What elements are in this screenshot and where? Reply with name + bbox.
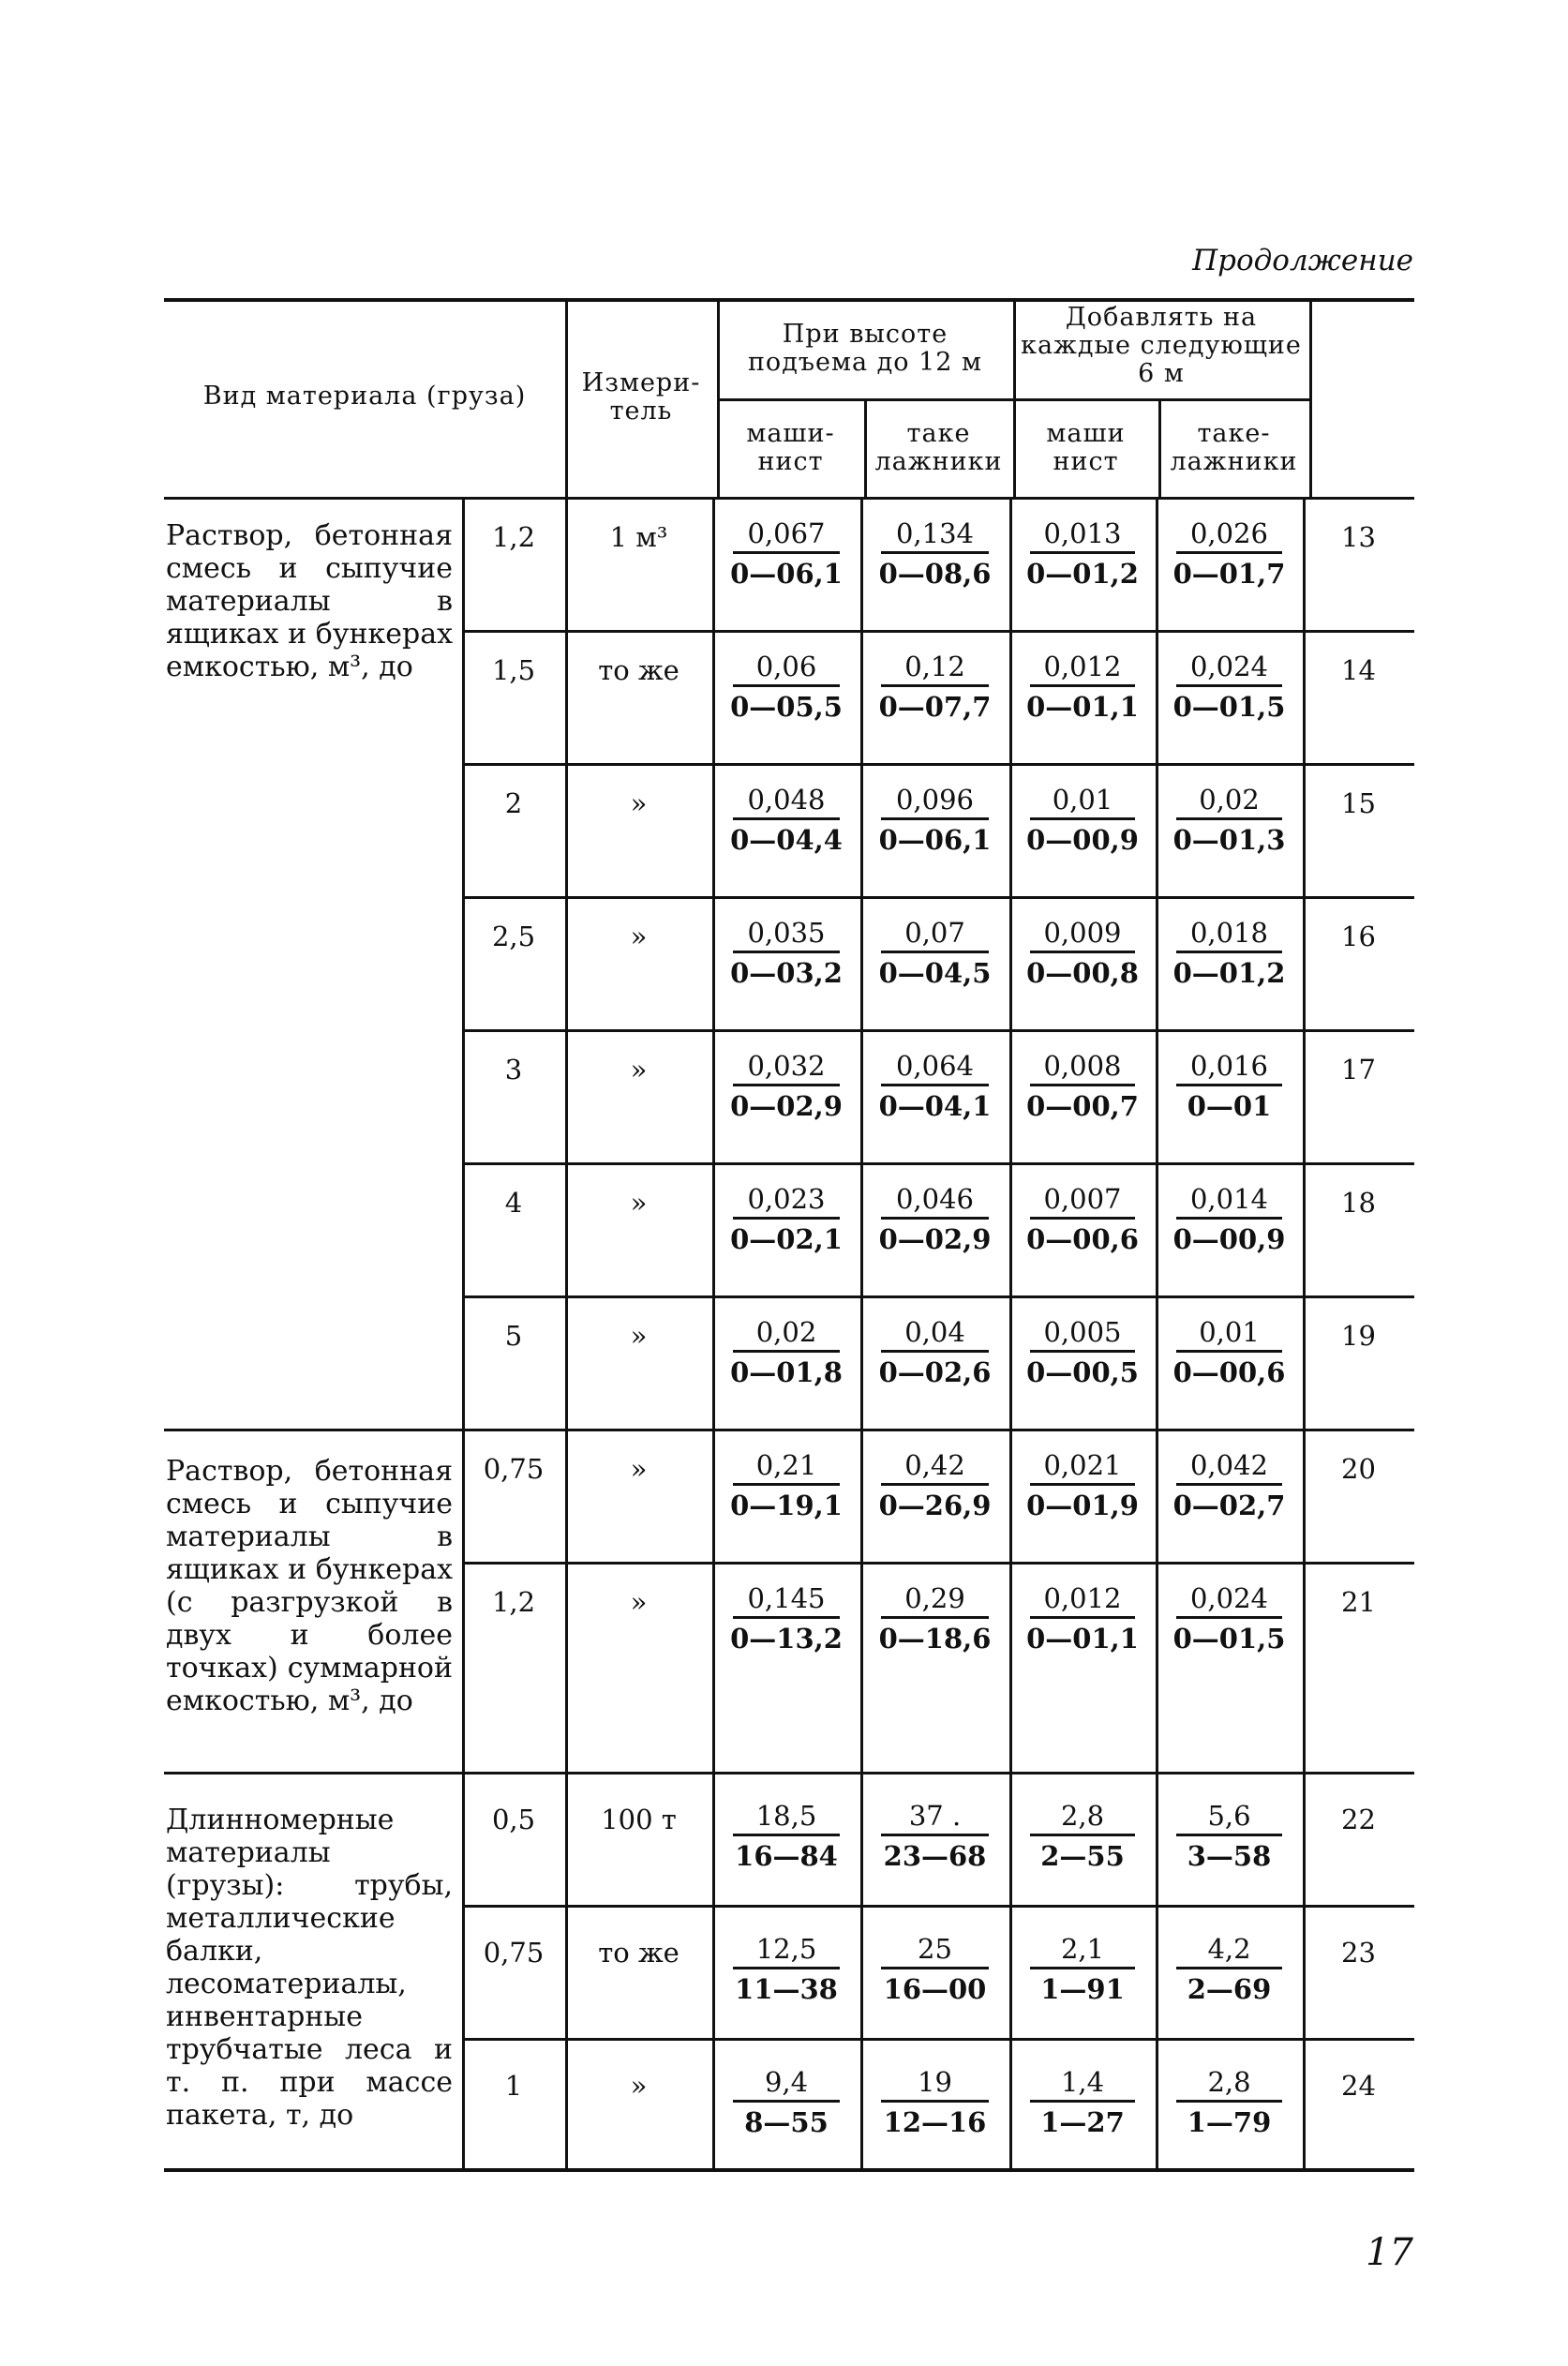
row-number: 17 (1341, 1054, 1376, 1086)
row-number: 15 (1341, 787, 1376, 819)
labor-value: 0,018 (1189, 917, 1269, 949)
norm-fraction (712, 1316, 860, 1388)
norm-fraction (860, 1933, 1009, 2005)
fraction-bar (1030, 1217, 1135, 1220)
norm-fraction (860, 2066, 1009, 2138)
labor-value: 19 (918, 2066, 952, 2098)
labor-value: 0,024 (1189, 1582, 1269, 1614)
fraction-bar (733, 817, 840, 820)
labor-value: 0,067 (747, 517, 826, 549)
cost-value: 0—02,1 (730, 1223, 843, 1255)
fraction-bar (733, 1834, 840, 1836)
labor-value: 0,024 (1189, 651, 1269, 682)
norm-fraction (1009, 651, 1156, 723)
row-separator (462, 1029, 1414, 1032)
header-rigger-add: таке- лажники (1170, 419, 1298, 476)
measure-cell: то же (598, 654, 679, 686)
fraction-bar (1030, 1967, 1135, 1969)
labor-value: 0,012 (1043, 651, 1122, 682)
row-number: 24 (1341, 2070, 1376, 2102)
labor-value: 0,016 (1189, 1050, 1269, 1082)
norms-table (164, 298, 1414, 2172)
cost-value: 0—08,6 (878, 558, 992, 590)
fraction-bar (1176, 1616, 1282, 1619)
labor-value: 0,023 (747, 1183, 826, 1215)
labor-value: 2,8 (1060, 1800, 1105, 1832)
measure-cell: » (630, 1187, 648, 1219)
fraction-bar (1176, 2100, 1282, 2103)
cost-value: 0—00,9 (1172, 1223, 1286, 1255)
labor-value: 0,07 (904, 917, 965, 949)
labor-value: 0,06 (755, 651, 817, 682)
fraction-bar (733, 551, 840, 554)
norm-fraction (860, 1050, 1009, 1122)
labor-value: 0,008 (1043, 1050, 1122, 1082)
norm-fraction (1156, 1449, 1303, 1521)
norm-fraction (1156, 2066, 1303, 2138)
labor-value: 0,032 (747, 1050, 826, 1082)
cost-value: 0—01,1 (1026, 691, 1139, 723)
fraction-bar (733, 1483, 840, 1486)
fraction-bar (1176, 551, 1282, 554)
labor-value: 37 . (908, 1800, 962, 1832)
capacity-cell: 2 (504, 787, 523, 819)
fraction-bar (881, 1483, 989, 1486)
fraction-bar (1030, 551, 1135, 554)
row-separator (462, 763, 1414, 766)
labor-value: 0,096 (895, 784, 975, 816)
material-group: Длинномерные материалы (грузы): трубы, металлические балки, лесоматериалы, инвентарные трубчатые леса и т. п. при массе пакета, т, до (166, 1804, 453, 2132)
header-material: Вид материала (груза) (202, 382, 527, 411)
fraction-bar (881, 951, 989, 953)
norm-fraction (1009, 1582, 1156, 1655)
norm-fraction (860, 651, 1009, 723)
labor-value: 0,02 (755, 1316, 817, 1348)
labor-value: 5,6 (1207, 1800, 1251, 1832)
row-number: 19 (1341, 1320, 1376, 1352)
fraction-bar (733, 684, 840, 687)
row-number: 22 (1341, 1804, 1376, 1835)
cost-value: 0—01,7 (1172, 558, 1286, 590)
fraction-bar (1176, 951, 1282, 953)
measure-cell: » (630, 1054, 648, 1086)
norm-fraction (1156, 784, 1303, 856)
cost-value: 0—01,8 (730, 1356, 843, 1388)
capacity-cell: 0,5 (491, 1804, 536, 1835)
cost-value: 0—06,1 (730, 558, 843, 590)
fraction-bar (733, 951, 840, 953)
header-measure: Измери- тель (581, 368, 701, 426)
row-separator (462, 2038, 1414, 2041)
norm-fraction (860, 1800, 1009, 1872)
measure-cell: 100 т (601, 1804, 677, 1835)
labor-value: 9,4 (764, 2066, 809, 2098)
page-number: 17 (1366, 2231, 1413, 2274)
labor-value: 4,2 (1207, 1933, 1251, 1965)
norm-fraction (1156, 651, 1303, 723)
fraction-bar (733, 1350, 840, 1353)
labor-value: 0,02 (1199, 784, 1260, 816)
norm-fraction (1009, 1183, 1156, 1255)
labor-value: 0,04 (904, 1316, 965, 1348)
cost-value: 8—55 (744, 2106, 829, 2138)
labor-value: 0,01 (1199, 1316, 1260, 1348)
fraction-bar (881, 2100, 989, 2103)
cost-value: 0—00,7 (1026, 1090, 1139, 1122)
labor-value: 0,026 (1189, 517, 1269, 549)
row-separator (462, 630, 1414, 633)
cost-value: 0—01,1 (1026, 1623, 1139, 1655)
norm-fraction (712, 1449, 860, 1521)
capacity-cell: 5 (504, 1320, 523, 1352)
fraction-bar (1030, 817, 1135, 820)
labor-value: 0,005 (1043, 1316, 1122, 1348)
cost-value: 1—91 (1040, 1973, 1125, 2005)
norm-fraction (1156, 1933, 1303, 2005)
fraction-bar (1030, 684, 1135, 687)
norm-fraction (1009, 1933, 1156, 2005)
row-number: 16 (1341, 921, 1376, 952)
cost-value: 12—16 (883, 2106, 987, 2138)
measure-cell: » (630, 1586, 648, 1618)
cost-value: 3—58 (1187, 1840, 1272, 1872)
row-number: 13 (1341, 521, 1376, 553)
row-number: 20 (1341, 1453, 1376, 1485)
row-separator (462, 1905, 1414, 1908)
capacity-cell: 0,75 (483, 1937, 545, 1969)
labor-value: 12,5 (755, 1933, 817, 1965)
row-number: 18 (1341, 1187, 1376, 1219)
header-machinist-add: маши нист (1046, 419, 1126, 476)
fraction-bar (881, 551, 989, 554)
row-separator (164, 1772, 1414, 1774)
cost-value: 0—01,2 (1172, 957, 1286, 989)
fraction-bar (881, 1967, 989, 1969)
norm-fraction (860, 1582, 1009, 1655)
labor-value: 2,8 (1207, 2066, 1251, 2098)
norm-fraction (1009, 1050, 1156, 1122)
fraction-bar (1176, 1967, 1282, 1969)
norm-fraction (1009, 2066, 1156, 2138)
capacity-cell: 1 (504, 2070, 523, 2102)
labor-value: 0,134 (895, 517, 975, 549)
row-number: 14 (1341, 654, 1376, 686)
norm-fraction (860, 1316, 1009, 1388)
norm-fraction (1009, 1316, 1156, 1388)
norm-fraction (1009, 784, 1156, 856)
cost-value: 0—01,3 (1172, 824, 1286, 856)
fraction-bar (1176, 1084, 1282, 1086)
capacity-cell: 3 (504, 1054, 523, 1086)
labor-value: 2,1 (1060, 1933, 1105, 1965)
fraction-bar (881, 1616, 989, 1619)
cost-value: 0—01,2 (1026, 558, 1139, 590)
cost-value: 0—13,2 (730, 1623, 843, 1655)
material-group: Раствор, бетонная смесь и сыпучие материалы в ящиках и бункерах (с разгрузкой в двух и более точках) суммарной емкостью, м³, до (166, 1455, 453, 1717)
labor-value: 25 (918, 1933, 952, 1965)
capacity-cell: 1,2 (491, 1586, 536, 1618)
fraction-bar (881, 1834, 989, 1836)
norm-fraction (860, 517, 1009, 590)
norm-fraction (1156, 1582, 1303, 1655)
labor-value: 0,012 (1043, 1582, 1122, 1614)
measure-cell: » (630, 787, 648, 819)
fraction-bar (733, 1616, 840, 1619)
fraction-bar (1176, 1350, 1282, 1353)
labor-value: 0,042 (1189, 1449, 1269, 1481)
cost-value: 0—01,5 (1172, 691, 1286, 723)
norm-fraction (1009, 917, 1156, 989)
norm-fraction (712, 2066, 860, 2138)
table-bottom-rule (164, 2168, 1414, 2172)
labor-value: 0,21 (755, 1449, 817, 1481)
norm-fraction (1009, 517, 1156, 590)
cost-value: 16—00 (883, 1973, 987, 2005)
fraction-bar (1030, 1483, 1135, 1486)
table-top-rule (164, 298, 1414, 302)
cost-value: 0—02,9 (878, 1223, 992, 1255)
fraction-bar (881, 1217, 989, 1220)
cost-value: 0—26,9 (878, 1490, 992, 1521)
norm-fraction (712, 1050, 860, 1122)
header-rigger: таке лажники (874, 419, 1003, 476)
labor-value: 0,12 (904, 651, 965, 682)
fraction-bar (733, 1084, 840, 1086)
norm-fraction (1156, 1800, 1303, 1872)
norm-fraction (712, 784, 860, 856)
cost-value: 0—18,6 (878, 1623, 992, 1655)
row-number: 21 (1341, 1586, 1376, 1618)
fraction-bar (881, 1350, 989, 1353)
capacity-cell: 0,75 (483, 1453, 545, 1485)
row-number: 23 (1341, 1937, 1376, 1969)
norm-fraction (712, 1582, 860, 1655)
cost-value: 23—68 (883, 1840, 987, 1872)
cost-value: 1—79 (1187, 2106, 1272, 2138)
fraction-bar (1030, 1084, 1135, 1086)
labor-value: 0,013 (1043, 517, 1122, 549)
cost-value: 0—04,4 (730, 824, 843, 856)
labor-value: 0,064 (895, 1050, 975, 1082)
capacity-cell: 4 (504, 1187, 523, 1219)
fraction-bar (1176, 1217, 1282, 1220)
cost-value: 0—02,9 (730, 1090, 843, 1122)
fraction-bar (1176, 1834, 1282, 1836)
cost-value: 0—01,5 (1172, 1623, 1286, 1655)
norm-fraction (860, 917, 1009, 989)
row-separator (462, 896, 1414, 899)
fraction-bar (1030, 1616, 1135, 1619)
cost-value: 11—38 (735, 1973, 838, 2005)
fraction-bar (881, 684, 989, 687)
norm-fraction (712, 917, 860, 989)
fraction-bar (1030, 951, 1135, 953)
labor-value: 0,048 (747, 784, 826, 816)
norm-fraction (712, 517, 860, 590)
cost-value: 0—01,9 (1026, 1490, 1139, 1521)
norm-fraction (860, 784, 1009, 856)
cost-value: 0—06,1 (878, 824, 992, 856)
row-separator (462, 1562, 1414, 1565)
fraction-bar (881, 1084, 989, 1086)
cost-value: 1—27 (1040, 2106, 1125, 2138)
capacity-cell: 1,5 (491, 654, 536, 686)
header-divider (1309, 298, 1312, 497)
measure-cell: » (630, 2070, 648, 2102)
labor-value: 0,01 (1052, 784, 1113, 816)
cost-value: 0—05,5 (730, 691, 843, 723)
fraction-bar (1176, 684, 1282, 687)
norm-fraction (712, 1800, 860, 1872)
material-group: Раствор, бетонная смесь и сыпучие материалы в ящиках и бункерах емкостью, м³, до (166, 519, 453, 683)
cost-value: 0—00,5 (1026, 1356, 1139, 1388)
fraction-bar (1030, 1350, 1135, 1353)
norm-fraction (860, 1449, 1009, 1521)
cost-value: 16—84 (735, 1840, 838, 1872)
fraction-bar (881, 817, 989, 820)
header-machinist: маши- нист (746, 419, 835, 476)
labor-value: 1,4 (1060, 2066, 1105, 2098)
norm-fraction (712, 1933, 860, 2005)
norm-fraction (1156, 517, 1303, 590)
labor-value: 0,046 (895, 1183, 975, 1215)
norm-fraction (1156, 1050, 1303, 1122)
header-bottom-rule (164, 497, 1414, 500)
labor-value: 0,035 (747, 917, 826, 949)
fraction-bar (733, 2100, 840, 2103)
measure-cell: » (630, 1453, 648, 1485)
fraction-bar (1176, 1483, 1282, 1486)
labor-value: 0,021 (1043, 1449, 1122, 1481)
norm-fraction (1009, 1800, 1156, 1872)
norm-fraction (712, 1183, 860, 1255)
cost-value: 0—01 (1187, 1090, 1272, 1122)
fraction-bar (1030, 1834, 1135, 1836)
measure-cell: 1 м³ (609, 521, 668, 553)
cost-value: 0—02,6 (878, 1356, 992, 1388)
capacity-cell: 2,5 (491, 921, 536, 952)
cost-value: 2—69 (1187, 1973, 1272, 2005)
labor-value: 0,014 (1189, 1183, 1269, 1215)
norm-fraction (1156, 917, 1303, 989)
fraction-bar (1030, 2100, 1135, 2103)
fraction-bar (1176, 817, 1282, 820)
cost-value: 0—00,8 (1026, 957, 1139, 989)
fraction-bar (733, 1967, 840, 1969)
header-height-group: При высоте подъема до 12 м (747, 320, 983, 377)
continuation-label: Продолжение (1192, 244, 1413, 277)
cost-value: 0—00,9 (1026, 824, 1139, 856)
labor-value: 0,42 (904, 1449, 965, 1481)
row-separator (462, 1295, 1414, 1298)
cost-value: 2—55 (1040, 1840, 1125, 1872)
norm-fraction (860, 1183, 1009, 1255)
cost-value: 0—04,1 (878, 1090, 992, 1122)
capacity-cell: 1,2 (491, 521, 536, 553)
row-separator (164, 1429, 1414, 1431)
labor-value: 0,145 (747, 1582, 826, 1614)
norm-fraction (1009, 1449, 1156, 1521)
norm-fraction (1156, 1316, 1303, 1388)
cost-value: 0—00,6 (1172, 1356, 1286, 1388)
cost-value: 0—02,7 (1172, 1490, 1286, 1521)
measure-cell: » (630, 1320, 648, 1352)
labor-value: 18,5 (755, 1800, 817, 1832)
measure-cell: то же (598, 1937, 679, 1969)
cost-value: 0—19,1 (730, 1490, 843, 1521)
fraction-bar (733, 1217, 840, 1220)
labor-value: 0,007 (1043, 1183, 1122, 1215)
header-add-group: Добавлять на каждые следующие 6 м (1021, 303, 1302, 388)
cost-value: 0—00,6 (1026, 1223, 1139, 1255)
row-separator (462, 1162, 1414, 1165)
labor-value: 0,009 (1043, 917, 1122, 949)
measure-cell: » (630, 921, 648, 952)
cost-value: 0—03,2 (730, 957, 843, 989)
cost-value: 0—04,5 (878, 957, 992, 989)
norm-fraction (1156, 1183, 1303, 1255)
cost-value: 0—07,7 (878, 691, 992, 723)
norm-fraction (712, 651, 860, 723)
labor-value: 0,29 (904, 1582, 965, 1614)
